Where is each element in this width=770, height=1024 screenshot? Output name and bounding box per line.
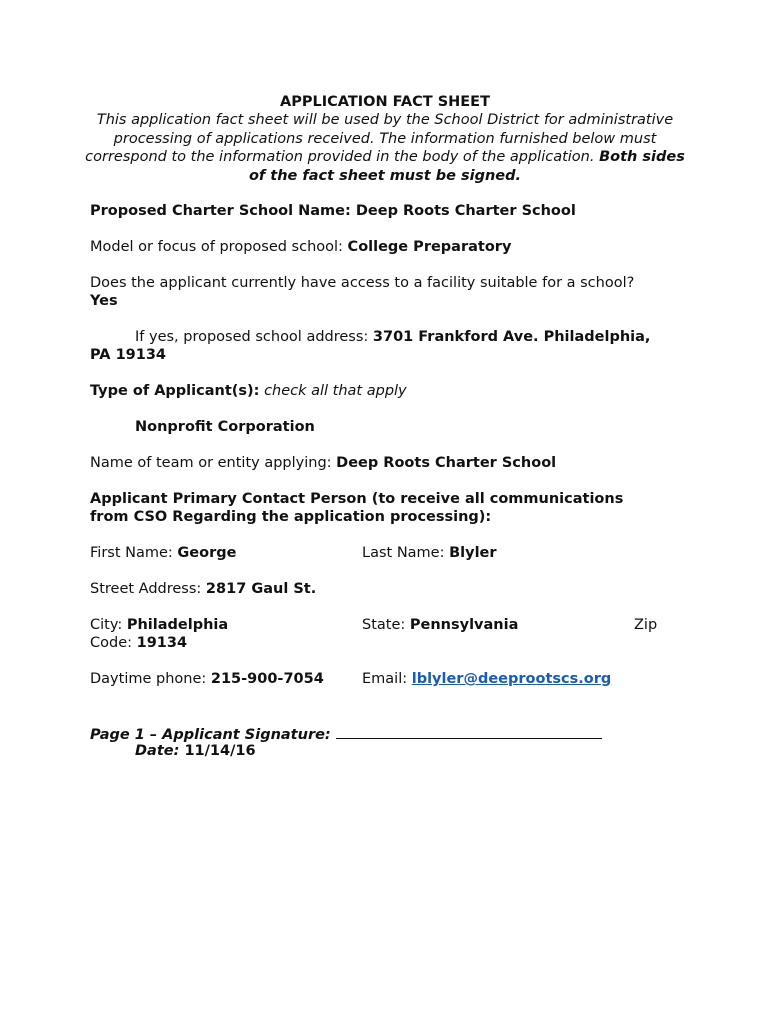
entity-label: Name of team or entity applying:	[90, 455, 332, 471]
first-name-label: First Name:	[90, 545, 173, 561]
last-name-field	[362, 544, 497, 563]
date-label: Date:	[135, 743, 180, 759]
page-title: APPLICATION FACT SHEET	[280, 94, 490, 110]
date-line	[90, 742, 735, 761]
model-label: Model or focus of proposed school:	[90, 239, 343, 255]
address-label: If yes, proposed school address:	[135, 329, 369, 345]
email-label: Email:	[362, 671, 408, 687]
phone-label: Daytime phone:	[90, 671, 207, 687]
last-name-value: Blyler	[449, 545, 497, 561]
signature-blank[interactable]	[336, 724, 602, 739]
contact-heading-line1: Applicant Primary Contact Person (to receive all communications	[90, 491, 624, 507]
entity-line	[90, 454, 690, 473]
phone-field	[90, 670, 350, 689]
last-name-label: Last Name:	[362, 545, 445, 561]
date-value: 11/14/16	[184, 743, 256, 759]
zip-label-part1: Zip	[634, 617, 658, 633]
applicant-type-line	[90, 382, 690, 401]
first-name-field	[90, 544, 350, 563]
city-value: Philadelphia	[126, 617, 229, 633]
address-value: 3701 Frankford Ave. Philadelphia,	[372, 329, 651, 345]
street-field	[90, 580, 690, 599]
zip-value: 19134	[136, 635, 188, 651]
street-label: Street Address:	[90, 581, 202, 597]
model-line	[90, 238, 690, 257]
facility-question: Does the applicant currently have access to a facility suitable for a school?	[90, 275, 635, 291]
state-field	[362, 616, 518, 635]
intro-text: This application fact sheet will be used by the School District for administrative processing of applications received. The information furnished below must correspond to the information provided in the body of the application.	[85, 112, 674, 165]
facility-answer: Yes	[90, 293, 118, 309]
entity-value: Deep Roots Charter School	[336, 455, 557, 471]
state-label: State:	[362, 617, 406, 633]
city-field	[90, 616, 350, 635]
state-value: Pennsylvania	[409, 617, 519, 633]
zip-label-part2: Code:	[90, 635, 133, 651]
email-field	[362, 670, 611, 689]
address-line	[90, 328, 735, 347]
intro-bold-text: Both sides of the fact sheet must be signed.	[248, 149, 685, 184]
contact-heading-line2: from CSO Regarding the application processing):	[90, 509, 492, 525]
applicant-type-label: Type of Applicant(s):	[90, 383, 260, 399]
street-value: 2817 Gaul St.	[205, 581, 317, 597]
applicant-type-value: Nonprofit Corporation	[135, 419, 315, 435]
zip-field	[90, 634, 690, 653]
city-label: City:	[90, 617, 123, 633]
intro-paragraph	[85, 111, 685, 185]
applicant-type-hint: check all that apply	[264, 383, 407, 399]
signature-label: Page 1 – Applicant Signature:	[90, 727, 331, 743]
school-name-label: Proposed Charter School Name:	[90, 203, 351, 219]
school-name-value: Deep Roots Charter School	[355, 203, 576, 219]
model-value: College Preparatory	[347, 239, 512, 255]
phone-value: 215-900-7054	[210, 671, 324, 687]
first-name-value: George	[177, 545, 237, 561]
email-link[interactable]: lblyler@deeprootscs.org	[411, 671, 612, 687]
address-value-cont: PA 19134	[90, 347, 167, 363]
school-name-line	[90, 202, 690, 221]
